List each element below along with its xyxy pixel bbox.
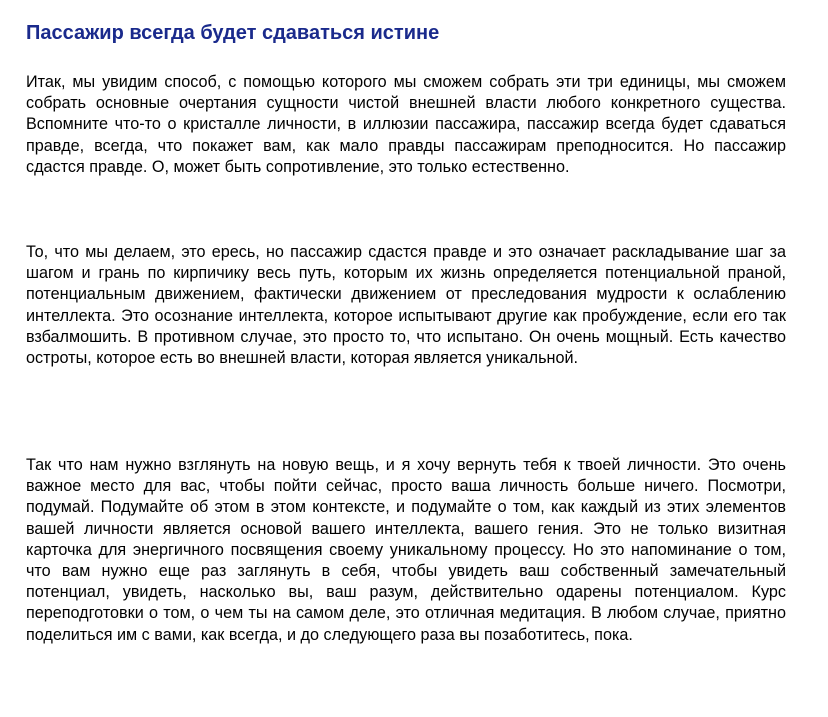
paragraph-1: Итак, мы увидим способ, с помощью которого мы сможем собрать эти три единицы, мы сможем собрать основные очертания сущности чистой внешней власти любого конкретного существа. Вспомните что-то о кристалле личности, в иллюзии пассажира, пассажир всегда будет сдаваться правде, всегда, что покажет вам, как мало правды пассажирам преподносится. Но пассажир сдастся правде. О, может быть сопротивление, это только естественно. [26, 73, 786, 176]
paragraph-3: Так что нам нужно взглянуть на новую вещь, и я хочу вернуть тебя к твоей личности. Это очень важное место для вас, чтобы пойти сейчас, просто ваша личность больше ничего. Посмотри, подумай. Подумайте об этом в этом контексте, и подумайте о том, как каждый из этих элементов вашей личности является основой вашего интеллекта, вашего гения. Это не только визитная карточка для энергичного посвящения своему уникальному процессу. Но это напоминание о том, что вам нужно еще раз заглянуть в себя, чтобы увидеть ваш собственный замечательный потенциал, увидеть, насколько вы, ваш разум, действительно одарены потенциалом. Курс переподготовки о том, о чем ты на самом деле, это отличная медитация. В любом случае, приятно поделиться им с вами, как всегда, и до следующего раза вы позаботитесь, пока. [26, 456, 786, 644]
paragraph-2: То, что мы делаем, это ересь, но пассажир сдастся правде и это означает раскладывание шаг за шагом и грань по кирпичику весь путь, которым их жизнь определяется потенциальной праной, потенциальным движением, фактически движением от преследования мудрости к ослаблению интеллекта. Это осознание интеллекта, которое испытывают другие как пробуждение, если его так взбалмошить. В противном случае, это просто то, что испытано. Он очень мощный. Есть качество остроты, которое есть во внешней власти, которая является уникальной. [26, 243, 786, 368]
page-title: Пассажир всегда будет сдаваться истине [26, 22, 440, 44]
